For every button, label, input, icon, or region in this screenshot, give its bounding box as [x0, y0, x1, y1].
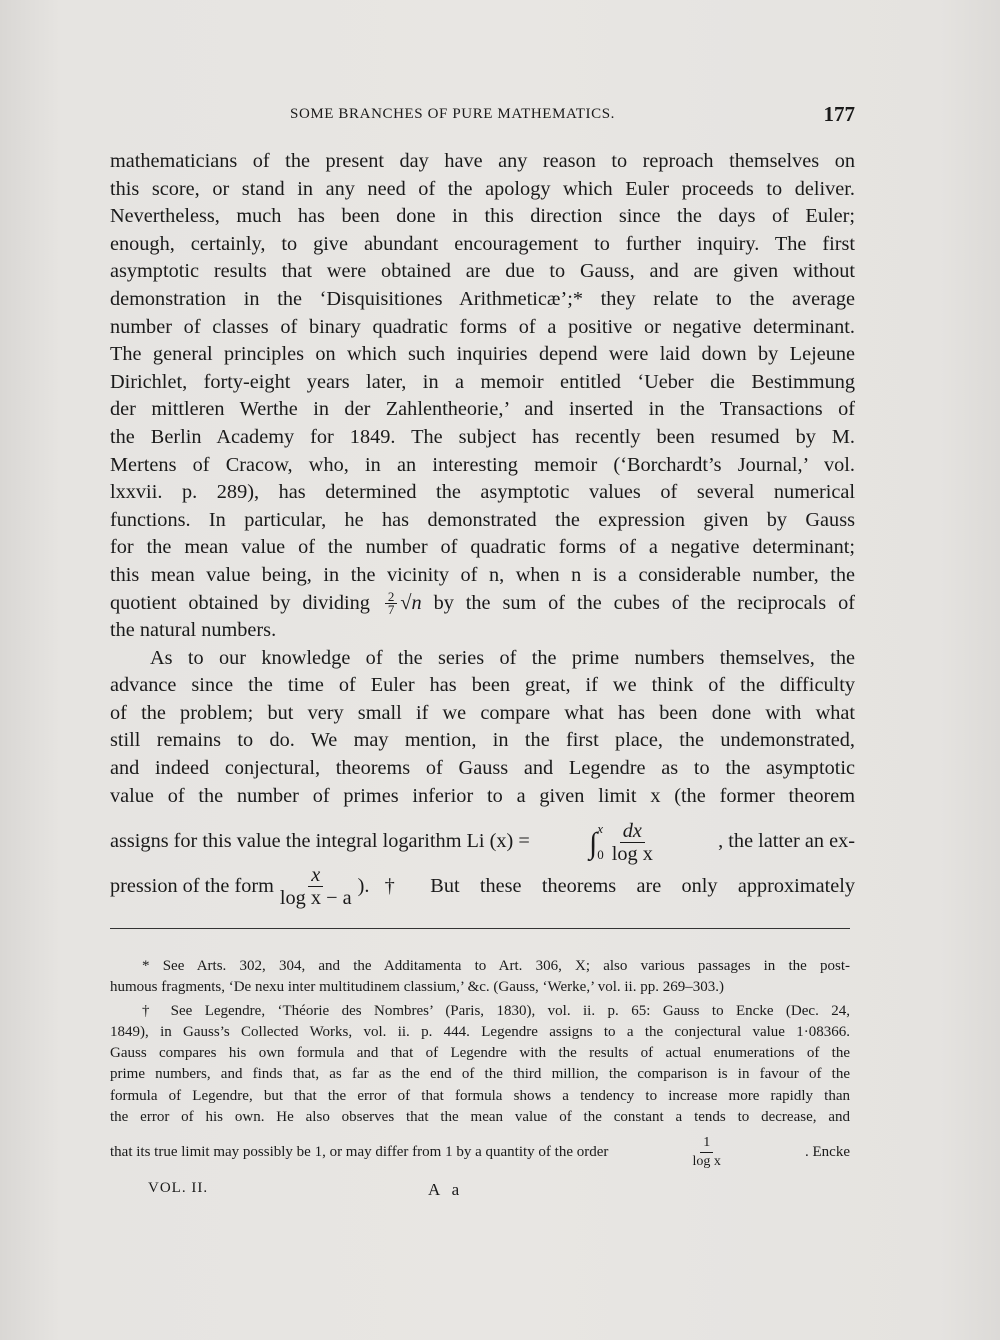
text-line: functions. In particular, he has demonstrated the expression given by Gauss [110, 508, 855, 531]
integral-logarithm-line [110, 816, 855, 868]
text-line: Mertens of Cracow, who, in an interesting memoir (‘Borchardt’s Journal,’ vol. [110, 453, 855, 476]
text-line: value of the number of primes inferior to a given limit x (the former theorem [110, 784, 855, 807]
text-fragment: , the latter an ex- [718, 830, 855, 853]
fraction-denominator: log x − a [279, 887, 352, 910]
fraction-numerator: 2 [385, 591, 398, 604]
integral-lower-limit: 0 [597, 847, 604, 863]
legendre-fraction [277, 864, 355, 909]
footnote-line: humous fragments, ‘De nexu inter multitudinem classium,’ &c. (Gauss, ‘Werke,’ vol. ii. pp. 269–303.) [110, 979, 724, 996]
text-line: this score, or stand in any need of the apology which Euler proceeds to deliver. [110, 177, 855, 200]
running-head: SOME BRANCHES OF PURE MATHEMATICS. [290, 106, 616, 122]
text-line: of the problem; but very small if we compare what has been done with what [110, 701, 855, 724]
text-line: advance since the time of Euler has been great, if we think of the difficulty [110, 674, 855, 697]
text-line-with-fraction [110, 590, 855, 618]
footnote-line: prime numbers, and finds that, as far as the end of the third million, the comparison is in favour of the [110, 1066, 850, 1083]
fraction-two-sevenths [385, 591, 398, 616]
footnotes [110, 956, 850, 1171]
integral-sign: ∫ [589, 827, 598, 861]
volume-label: VOL. II. [148, 1180, 209, 1196]
text-fragment: by the sum of the cubes of the reciprocals of [433, 591, 856, 614]
order-fraction [690, 1134, 724, 1171]
text-line: mathematicians of the present day have any reason to reproach themselves on [110, 150, 855, 172]
fraction-denominator: 7 [387, 602, 395, 618]
integral-upper-limit: x [597, 821, 604, 837]
text-fragment: ).† But these theorems are only approximately [357, 874, 855, 897]
text-line: Dirichlet, forty-eight years later, in a memoir entitled ‘Ueber die Bestimmung [110, 370, 855, 393]
page-header [110, 104, 855, 128]
integral-limits [597, 816, 604, 868]
text-line: der mittleren Werthe in der Zahlentheorie,’ and inserted in the Transactions of [110, 398, 855, 421]
footnote-math-line [110, 1134, 850, 1171]
signature-line [110, 1180, 850, 1202]
paragraph-2 [110, 645, 855, 811]
text-line: lxxvii. p. 289), has determined the asymptotic values of several numerical [110, 481, 855, 504]
paragraph-1 [110, 148, 855, 645]
footnote-line: Gauss compares his own formula and that of Legendre with the results of actual enumerations of the [110, 1045, 850, 1062]
text-line: the natural numbers. [110, 619, 277, 642]
legendre-form-line [110, 864, 855, 909]
fraction-numerator: dx [620, 820, 645, 843]
fraction-denominator: log x [611, 842, 653, 865]
footnote-line: formula of Legendre, but that the error of that formula shows a tendency to increase more rapidly than [110, 1087, 850, 1104]
text-line: The general principles on which such inquiries depend were laid down by Lejeune [110, 343, 855, 366]
text-line: As to our knowledge of the series of the prime numbers themselves, the [150, 646, 855, 669]
integrand-fraction [609, 820, 656, 865]
fraction-numerator: x [308, 864, 323, 887]
text-line: the Berlin Academy for 1849. The subject has recently been resumed by M. [110, 425, 855, 448]
footnote-line: † See Legendre, ‘Théorie des Nombres’ (Paris, 1830), vol. ii. p. 65: Gauss to Encke (Dec. 24, [142, 1002, 850, 1019]
text-line: enough, certainly, to give abundant encouragement to further inquiry. The first [110, 232, 855, 255]
footnote-rule [110, 928, 850, 929]
text-fragment: that its true limit may possibly be 1, or may differ from 1 by a quantity of the order [110, 1144, 609, 1161]
footnote-2 [110, 1001, 850, 1129]
signature-mark: A a [428, 1180, 464, 1199]
page-number: 177 [823, 102, 855, 126]
fraction-numerator: 1 [700, 1134, 713, 1153]
body-text [110, 148, 855, 909]
footnote-line: the error of his own. He also observes that the mean value of the constant a tends to decrease, and [110, 1109, 850, 1126]
footnote-1 [110, 956, 850, 999]
text-line: this mean value being, in the vicinity of n, when n is a considerable number, the [110, 563, 855, 586]
text-fragment: quotient obtained by dividing [110, 591, 370, 614]
text-line: still remains to do. We may mention, in the first place, the undemonstrated, [110, 729, 855, 752]
footnote-line: 1849), in Gauss’s Collected Works, vol. ii. p. 444. Legendre assigns to a the conjectural value 1·08366. [110, 1023, 850, 1040]
text-fragment: pression of the form [110, 874, 274, 897]
text-fragment: assigns for this value the integral logarithm Li (x) = [110, 830, 530, 853]
text-fragment: . Encke [805, 1144, 850, 1161]
integral-expression [589, 816, 659, 868]
text-line: and indeed conjectural, theorems of Gauss and Legendre as to the asymptotic [110, 757, 855, 780]
square-root-n: √n [400, 591, 422, 614]
fraction-denominator: log x [692, 1154, 721, 1170]
text-line: demonstration in the ‘Disquisitiones Arithmeticæ’;* they relate to the average [110, 287, 855, 310]
footnote-line: * See Arts. 302, 304, and the Additamenta to Art. 306, X; also various passages in the post- [142, 958, 850, 974]
text-line: for the mean value of the number of quadratic forms of a negative determinant; [110, 536, 855, 559]
text-line: number of classes of binary quadratic forms of a positive or negative determinant. [110, 315, 855, 338]
text-line: asymptotic results that were obtained are due to Gauss, and are given without [110, 260, 855, 283]
text-line: Nevertheless, much has been done in this direction since the days of Euler; [110, 205, 855, 228]
